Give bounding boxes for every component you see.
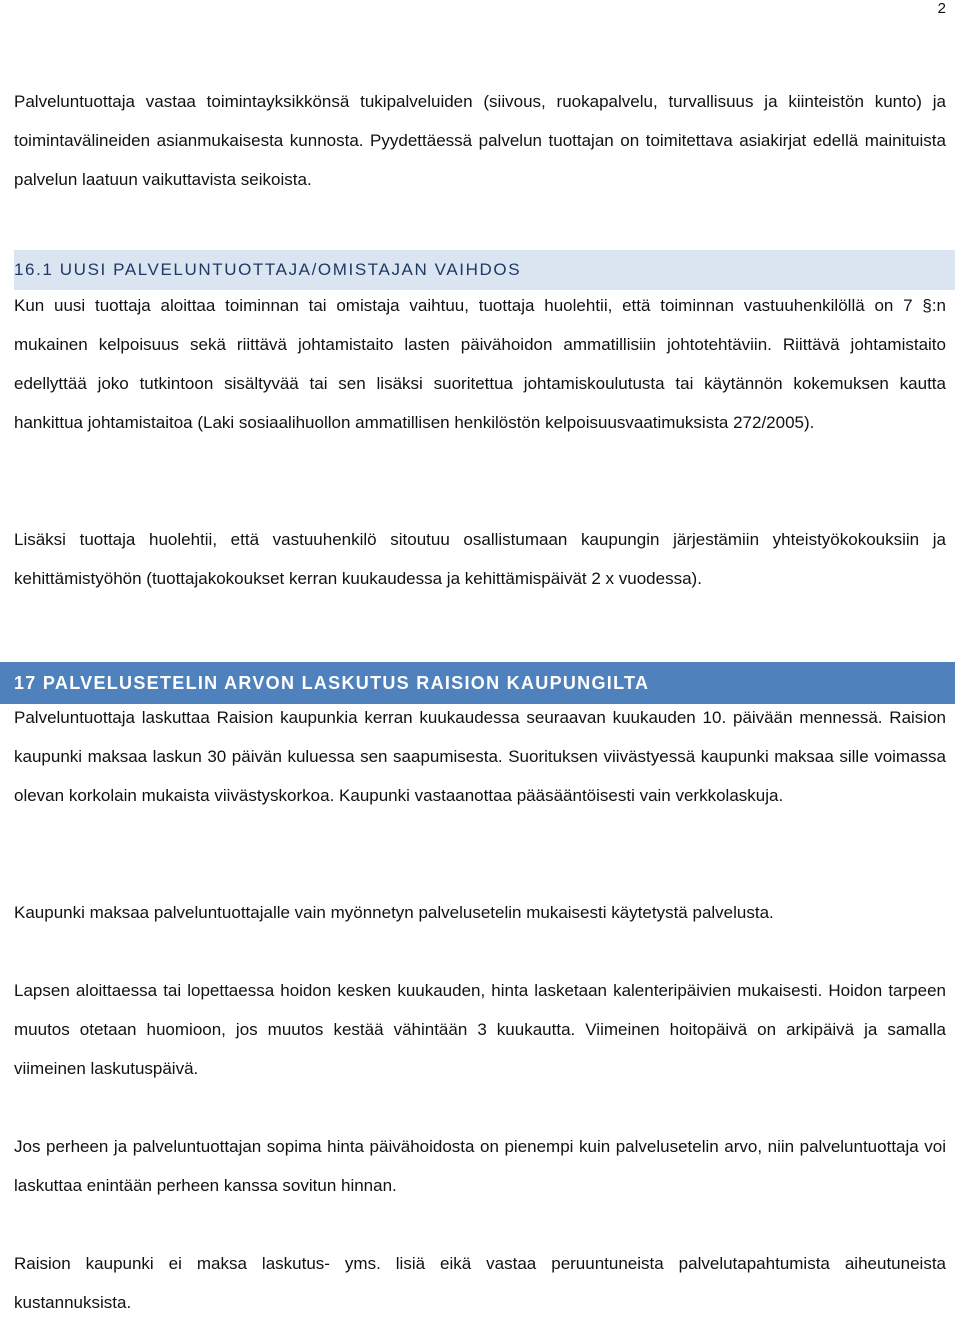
section-16-1-paragraph-2: Lisäksi tuottaja huolehtii, että vastuuhenkilö sitoutuu osallistumaan kaupungin järjestämiin yhteistyökokouksiin ja kehittämistyöhön (tuottajakokoukset kerran kuukaudessa ja kehittämispäivät 2 x vuodessa). [14,530,946,588]
page-number: 2 [937,0,946,17]
section-16-1-heading: 16.1 UUSI PALVELUNTUOTTAJA/OMISTAJAN VAIHDOS [14,250,955,290]
section-17-paragraph-1: Palveluntuottaja laskuttaa Raision kaupunkia kerran kuukaudessa seuraavan kuukauden 10. päivään mennessä. Raision kaupunki maksaa laskun 30 päivän kuluessa sen saapumisesta. Suorituksen viivästyessä kaupunki maksaa sille voimassa olevan korkolain mukaista viivästyskorkoa. Kaupunki vastaanottaa pääsääntöisesti vain verkkolaskuja. [14,708,946,805]
intro-paragraph: Palveluntuottaja vastaa toimintayksikkönsä tukipalveluiden (siivous, ruokapalvelu, turvallisuus ja kiinteistön kunto) ja toimintavälineiden asianmukaisesta kunnosta. Pyydettäessä palvelun tuottajan on toimitettava asiakirjat edellä mainituista palvelun laatuun vaikuttavista seikoista. [14,92,946,189]
section-17-paragraph-4: Jos perheen ja palveluntuottajan sopima hinta päivähoidosta on pienempi kuin palvelusetelin arvo, niin palveluntuottaja voi laskuttaa enintään perheen kanssa sovitun hinnan. [14,1137,946,1195]
section-16-1-paragraph-1: Kun uusi tuottaja aloittaa toiminnan tai omistaja vaihtuu, tuottaja huolehtii, että toiminnan vastuuhenkilöllä on 7 §:n mukainen kelpoisuus sekä riittävä johtamistaito lasten päivähoidon ammatillisiin johtotehtäviin. Riittävä johtamistaito edellyttää joko tutkintoon sisältyvää tai sen lisäksi suoritettua johtamiskoulutusta tai käytännön kokemuksen kautta hankittua johtamistaitoa (Laki sosiaalihuollon ammatillisen henkilöstön kelpoisuusvaatimuksista 272/2005). [14,296,946,432]
section-17-heading: 17 PALVELUSETELIN ARVON LASKUTUS RAISION KAUPUNGILTA [0,662,955,704]
section-17-paragraph-2: Kaupunki maksaa palveluntuottajalle vain myönnetyn palvelusetelin mukaisesti käytetystä palvelusta. [14,903,774,922]
section-17-paragraph-5: Raision kaupunki ei maksa laskutus- yms. lisiä eikä vastaa peruuntuneista palvelutapahtumista aiheutuneista kustannuksista. [14,1254,946,1312]
section-17-paragraph-3: Lapsen aloittaessa tai lopettaessa hoidon kesken kuukauden, hinta lasketaan kalenteripäivien mukaisesti. Hoidon tarpeen muutos otetaan huomioon, jos muutos kestää vähintään 3 kuukautta. Viimeinen hoitopäivä on arkipäivä ja samalla viimeinen laskutuspäivä. [14,981,946,1078]
